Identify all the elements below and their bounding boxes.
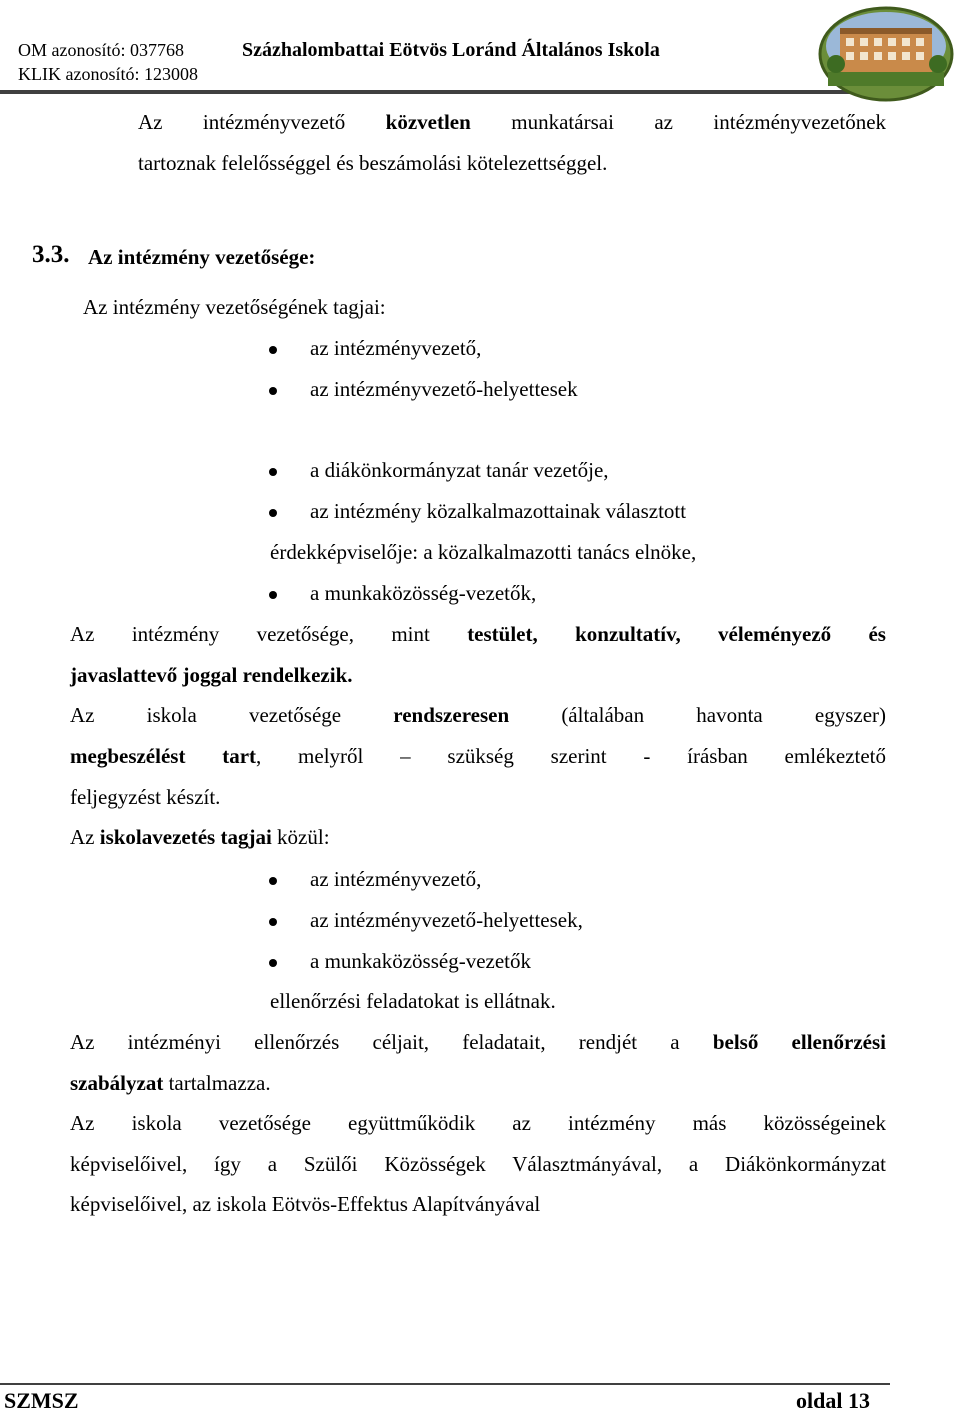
paragraph-6-line-2: képviselőivel, így a Szülői Közösségek Választmányával, a Diákönkormányzat [70,1152,886,1176]
paragraph-3-line-3: feljegyzést készít. [70,785,221,809]
list-item: a diákönkormányzat tanár vezetője, [310,458,609,482]
page-number: oldal 13 [796,1388,870,1413]
paragraph-4: Az iskolavezetés tagjai közül: [70,825,330,849]
paragraph-3-line-2: megbeszélést tart, melyről – szükség szerint - írásban emlékeztető [70,744,886,768]
list-item: az intézményvezető-helyettesek [310,377,578,401]
header-ids [18,38,198,86]
list-item: az intézményvezető, [310,867,482,891]
paragraph-6-line-1: Az iskola vezetősége együttműködik az intézmény más közösségeinek [70,1111,886,1135]
list-item: a munkaközösség-vezetők [310,949,532,973]
paragraph-5-line-1: Az intézményi ellenőrzés céljait, feladatait, rendjét a belső ellenőrzési [70,1030,887,1054]
paragraph-6-line-3: képviselőivel, az iskola Eötvös-Effektus Alapítványával [70,1192,541,1216]
list-continuation: ellenőrzési feladatokat is ellátnak. [270,989,556,1013]
bullet-icon [269,346,277,354]
bullet-icon [269,468,277,476]
list-item: az intézmény közalkalmazottainak választott [310,499,687,523]
list-item: az intézményvezető-helyettesek, [310,908,583,932]
list-item-continuation: érdekképviselője: a közalkalmazotti tanács elnöke, [270,540,697,564]
klik-id: KLIK azonosító: 123008 [18,64,198,84]
school-name: Százhalombattai Eötvös Loránd Általános Iskola [242,39,660,61]
list-item: a munkaközösség-vezetők, [310,581,537,605]
bullet-icon [269,387,277,395]
bullet-icon [269,591,277,599]
school-building-logo [818,6,954,102]
footer-divider [0,1383,890,1385]
paragraph-5-line-2: szabályzat tartalmazza. [70,1071,271,1095]
footer-document-name: SZMSZ [4,1388,79,1413]
section-number: 3.3. [32,241,70,268]
list-item: az intézményvezető, [310,336,482,360]
bullet-icon [269,877,277,885]
bullet-icon [269,959,277,967]
paragraph-1-line-1: Az intézményvezető közvetlen munkatársai az intézményvezetőnek [138,110,887,134]
paragraph-2-line-1: Az intézmény vezetősége, mint testület, konzultatív, véleményező és [70,622,886,646]
section-title: Az intézmény vezetősége: [88,245,316,269]
paragraph-2-line-2: javaslattevő joggal rendelkezik. [70,663,353,687]
paragraph-1-line-2: tartoznak felelősséggel és beszámolási kötelezettséggel. [138,151,608,175]
members-heading: Az intézmény vezetőségének tagjai: [83,295,386,319]
header-divider [0,90,850,94]
om-id: OM azonosító: 037768 [18,40,184,60]
paragraph-3-line-1: Az iskola vezetősége rendszeresen (általában havonta egyszer) [70,703,887,727]
bullet-icon [269,509,277,517]
bullet-icon [269,918,277,926]
